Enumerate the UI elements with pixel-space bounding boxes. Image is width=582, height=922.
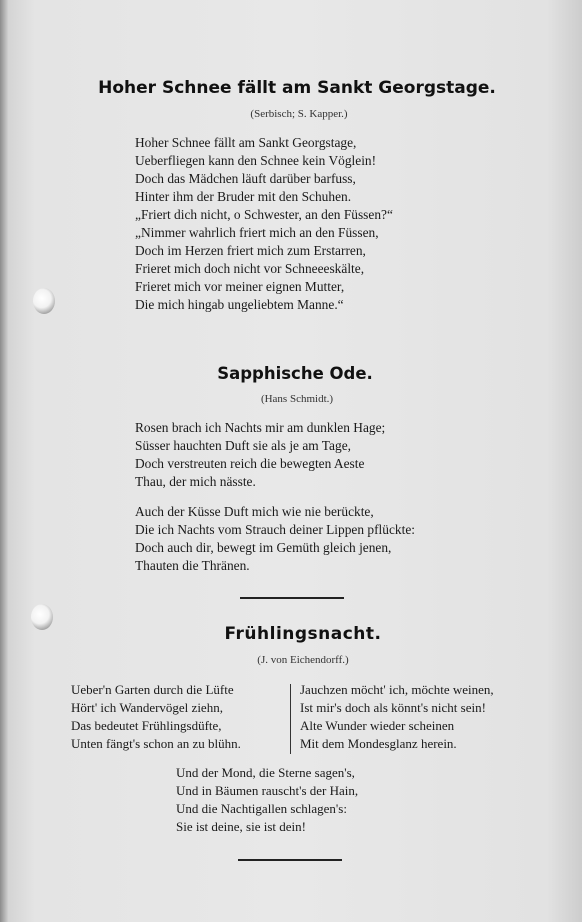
poem1-line: „Nimmer wahrlich friert mich an den Füssen, <box>135 225 379 240</box>
poem1-line: „Friert dich nicht, o Schwester, an den Füssen?“ <box>135 207 393 222</box>
poem3-line: Jauchzen möcht' ich, möchte weinen, <box>300 682 494 697</box>
end-divider <box>238 859 342 861</box>
poem3-line: Das bedeutet Frühlingsdüfte, <box>71 718 222 733</box>
poem2-title: Sapphische Ode. <box>217 364 373 383</box>
poem2-line: Doch auch dir, bewegt im Gemüth gleich jenen, <box>135 540 392 555</box>
poem1-line: Hinter ihm der Bruder mit den Schuhen. <box>135 189 352 204</box>
poem3-line: Und die Nachtigallen schlagen's: <box>176 801 347 816</box>
poem1-line: Frieret mich doch nicht vor Schneeeskälte, <box>135 261 365 276</box>
poem2-line: Süsser hauchten Duft sie als je am Tage, <box>135 438 351 453</box>
poem2-line: Thauten die Thränen. <box>135 558 250 573</box>
poem3-line: Alte Wunder wieder scheinen <box>300 718 455 733</box>
poem3-credit: (J. von Eichendorff.) <box>257 654 349 666</box>
poem1-credit: (Serbisch; S. Kapper.) <box>250 108 348 120</box>
poem2-line: Thau, der mich nässte. <box>135 474 256 489</box>
poem3-line: Mit dem Mondesglanz herein. <box>300 736 457 751</box>
poem3-line: Unten fängt's schon an zu blühn. <box>71 736 241 751</box>
poem1-line: Ueberfliegen kann den Schnee kein Vöglein! <box>135 153 377 168</box>
poem3-line: Ist mir's doch als könnt's nicht sein! <box>300 700 486 715</box>
poem1-line: Doch das Mädchen läuft darüber barfuss, <box>135 171 356 186</box>
poem2-line: Doch verstreuten reich die bewegten Aeste <box>135 456 365 471</box>
poem3-right-column <box>300 681 494 753</box>
poem3-title: Frühlingsnacht. <box>224 624 382 644</box>
poem1-line: Doch im Herzen friert mich zum Erstarren, <box>135 243 366 258</box>
poem1-body <box>135 134 393 314</box>
poem1-line: Frieret mich vor meiner eignen Mutter, <box>135 279 345 294</box>
section-divider <box>240 597 344 599</box>
poem2-line: Auch der Küsse Duft mich wie nie berückte, <box>135 504 374 519</box>
punch-hole-top <box>33 288 55 314</box>
poem1-line: Hoher Schnee fällt am Sankt Georgstage, <box>135 135 357 150</box>
poem3-line: Hört' ich Wandervögel ziehn, <box>71 700 223 715</box>
poem3-final-stanza <box>176 764 358 836</box>
poem3-left-column <box>71 681 241 753</box>
page-edge <box>0 0 8 922</box>
poem3-line: Sie ist deine, sie ist dein! <box>176 819 306 834</box>
poem3-line: Und der Mond, die Sterne sagen's, <box>176 765 355 780</box>
column-separator <box>290 684 291 754</box>
poem3-line: Und in Bäumen rauscht's der Hain, <box>176 783 359 798</box>
poem2-line: Die ich Nachts vom Strauch deiner Lippen pflückte: <box>135 522 416 537</box>
poem3-line: Ueber'n Garten durch die Lüfte <box>71 682 234 697</box>
poem2-stanza-2 <box>135 503 415 575</box>
poem2-line: Rosen brach ich Nachts mir am dunklen Hage; <box>135 420 386 435</box>
poem2-credit: (Hans Schmidt.) <box>260 393 334 405</box>
poem1-title: Hoher Schnee fällt am Sankt Georgstage. <box>98 78 496 98</box>
poem1-line: Die mich hingab ungeliebtem Manne.“ <box>135 297 344 312</box>
poem2-stanza-1 <box>135 419 385 491</box>
